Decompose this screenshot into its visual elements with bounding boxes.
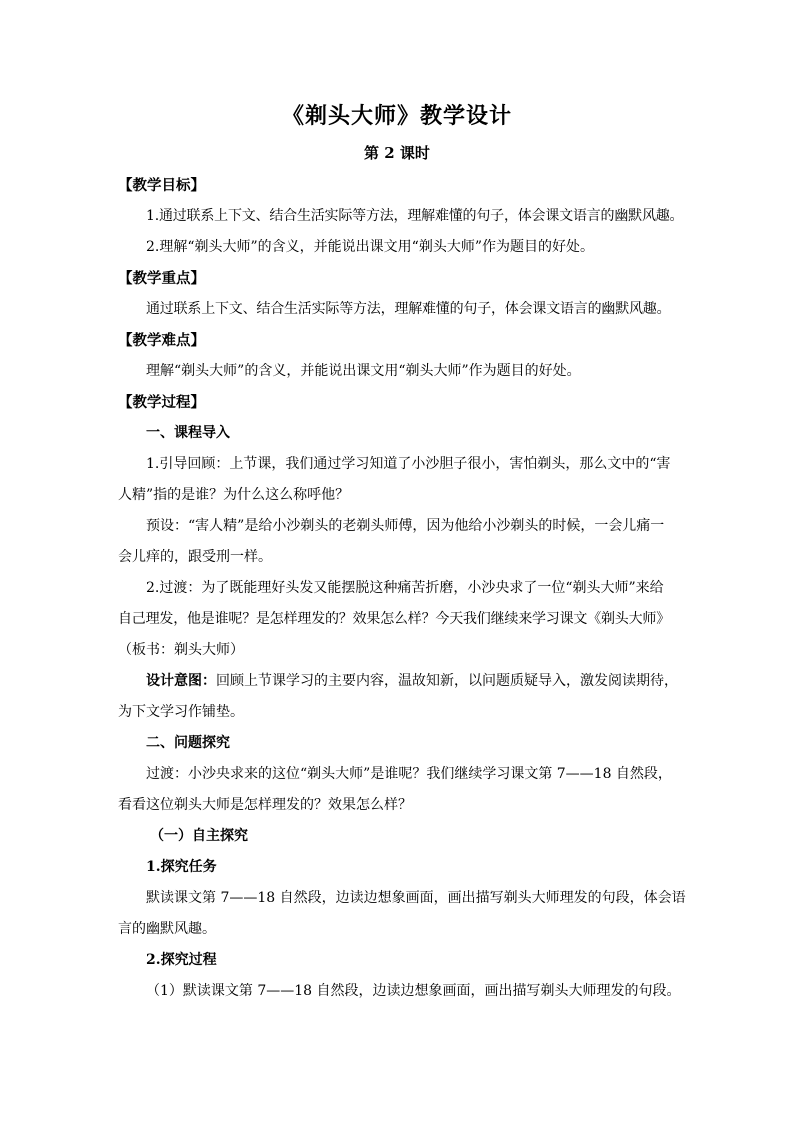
objective-item-2: 2.理解“剃头大师”的含义，并能说出课文用“剃头大师”作为题目的好处。 (146, 239, 594, 255)
document-body (118, 170, 690, 1007)
document-title: 《剃头大师》教学设计 (281, 103, 512, 129)
process-step-heading: 2.探究过程 (146, 952, 217, 968)
paragraph-line: 人精”指的是谁？为什么这么称呼他？ (118, 487, 350, 503)
paragraph-line: 1.引导回顾：上节课，我们通过学习知道了小沙胆子很小，害怕剃头，那么文中的“害 (146, 456, 671, 472)
paragraph-line: 为下文学习作铺垫。 (118, 704, 244, 720)
board-note: （板书：剃头大师） (118, 642, 244, 658)
paragraph-line: （1）默读课文第 7——18 自然段，边读边想象画面，画出描写剃头大师理发的句段。 (146, 983, 681, 999)
objectives-heading: 【教学目标】 (118, 177, 205, 194)
section-heading-intro: 一、课程导入 (146, 425, 230, 441)
key-points-heading: 【教学重点】 (118, 270, 205, 287)
design-intent-text: 回顾上节课学习的主要内容，温故知新，以问题质疑导入，激发阅读期待， (216, 673, 678, 689)
paragraph-line: 预设：“害人精”是给小沙剃头的老剃头师傅，因为他给小沙剃头的时候，一会儿痛一 (146, 518, 665, 534)
paragraph-line: 2.过渡：为了既能理好头发又能摆脱这种痛苦折磨，小沙央求了一位“剃头大师”来给 (146, 580, 664, 596)
paragraph-line: 默读课文第 7——18 自然段，边读边想象画面，画出描写剃头大师理发的句段，体会语 (146, 890, 686, 906)
lesson-period: 第 2 课时 (364, 144, 430, 162)
paragraph-line: 自己理发，他是谁呢？是怎样理发的？效果怎么样？今天我们继续来学习课文《剃头大师》 (118, 611, 670, 627)
paragraph-line: 过渡：小沙央求来的这位“剃头大师”是谁呢？我们继续学习课文第 7——18 自然段， (146, 766, 672, 782)
subsection-heading-self-inquiry: （一）自主探究 (150, 828, 248, 844)
design-intent-label: 设计意图： (146, 673, 216, 689)
objective-item-1: 1.通过联系上下文、结合生活实际等方法，理解难懂的句子，体会课文语言的幽默风趣。 (146, 208, 684, 224)
task-heading: 1.探究任务 (146, 859, 217, 875)
section-heading-inquiry: 二、问题探究 (146, 735, 230, 751)
process-heading: 【教学过程】 (118, 394, 205, 411)
paragraph-line: 会儿痒的，跟受刑一样。 (118, 549, 272, 565)
paragraph-line: 言的幽默风趣。 (118, 921, 216, 937)
paragraph-line: 看看这位剃头大师是怎样理发的？效果怎么样？ (118, 797, 412, 813)
difficulties-text: 理解“剃头大师”的含义，并能说出课文用“剃头大师”作为题目的好处。 (146, 363, 581, 379)
difficulties-heading: 【教学难点】 (118, 332, 205, 349)
design-intent-line (118, 666, 690, 697)
key-points-text: 通过联系上下文、结合生活实际等方法，理解难懂的句子，体会课文语言的幽默风趣。 (146, 301, 671, 317)
